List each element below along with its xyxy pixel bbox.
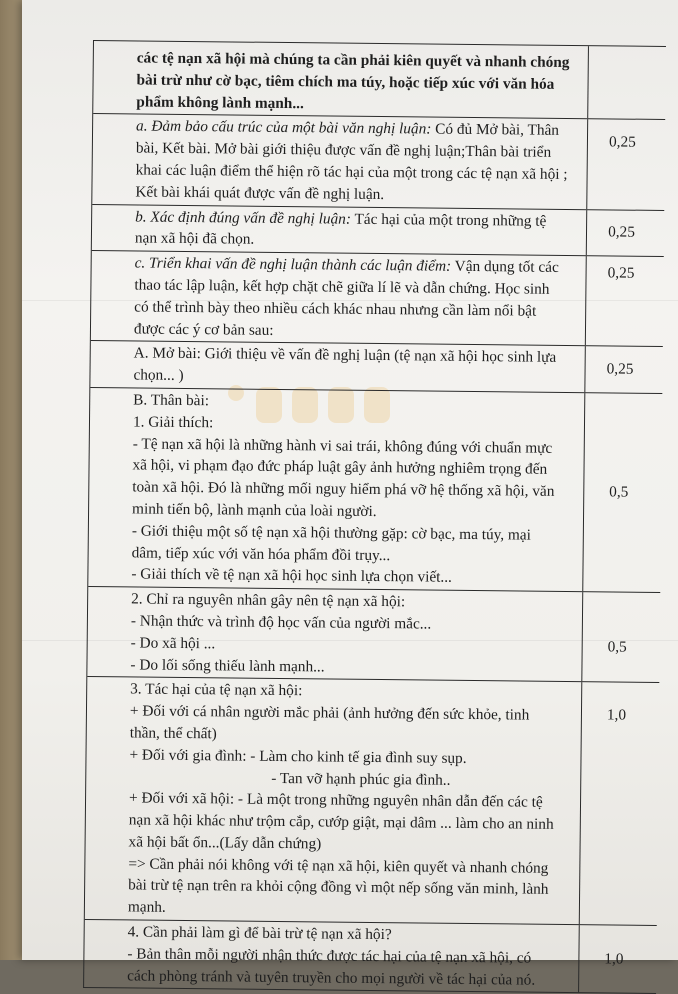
criterion-c-cell (91, 251, 587, 345)
than-bai-cell (88, 388, 585, 591)
mo-bai-cell (90, 341, 585, 392)
intro-cell (93, 41, 589, 119)
content-line: A. Mở bài: Giới thiệu về vấn đề nghị luận (tệ nạn xã hội học sinh lựa (133, 344, 557, 367)
table-row (91, 251, 664, 347)
intro-line: các tệ nạn xã hội mà chúng ta cần phải kiên quyết và nhanh chóng (136, 49, 570, 71)
content-line: nạn xã hội khác như trộm cắp, cướp giật, mại dâm ... làm cho an ninh (128, 811, 554, 833)
table-row (92, 205, 664, 258)
content-line: xã hội, vi phạm đạo đức pháp luật gây ảnh hưởng nghiêm trọng đến (132, 456, 548, 479)
score-cell: 0,5 (609, 483, 629, 501)
criterion-label: b. Xác định đúng vấn đề nghị luận: (135, 208, 352, 228)
score-cell (588, 46, 666, 119)
criterion-text: nạn xã hội đã chọn. (134, 229, 255, 249)
score-cell: 1,0 (604, 950, 624, 968)
content-line: - Tệ nạn xã hội là những hành vi sai trái, không đúng với chuẩn mực (132, 434, 553, 457)
content-line: + Đối với gia đình: - Làm cho kinh tế gia đình suy sụp. (129, 746, 467, 767)
content-line: 4. Cần phải làm gì để bài trừ tệ nạn xã hội? (127, 923, 392, 944)
content-line: bài trừ tệ nạn trên ra khỏi cộng đồng vì một nếp sống văn minh, lành (128, 876, 549, 899)
answer-table (83, 40, 666, 994)
content-line: - Giới thiệu một số tệ nạn xã hội thường gặp: cờ bạc, ma túy, mại (131, 522, 531, 544)
criterion-text: được các ý cơ bản sau: (133, 320, 274, 339)
criterion-a-cell (92, 114, 588, 208)
intro-line: phẩm không lành mạnh... (136, 93, 304, 112)
content-line: chọn... ) (133, 366, 184, 385)
table-row (92, 114, 665, 210)
content-line: + Đối với xã hội: - Là một trong những nguyên nhân dẫn đến các tệ (128, 789, 543, 812)
content-line: xã hội bất ổn...(Lấy dẫn chứng) (128, 833, 322, 853)
content-line: - Giải thích về tệ nạn xã hội học sinh lựa chọn viết... (131, 565, 453, 587)
score-cell: 1,0 (606, 706, 627, 724)
table-row (87, 587, 660, 683)
criterion-text: Có đủ Mở bài, Thân (431, 120, 560, 140)
score-cell: 0,25 (608, 133, 636, 152)
content-line: dâm, tiếp xúc với văn hóa phẩm đồi trụy... (131, 543, 391, 564)
criterion-label: a. Đảm bảo cấu trúc của một bài văn nghị luận: (136, 117, 432, 138)
content-line: - Nhận thức và trình độ học vấn của người mắc... (130, 612, 432, 633)
tac-hai-cell (85, 677, 583, 924)
table-row-intro (93, 41, 666, 120)
content-line: toàn xã hội. Đó là những mối nguy hiểm phá vỡ hệ thống xã hội, văn (132, 478, 555, 500)
content-line: cách phòng tránh và tuyên truyền cho mọi người về tác hại của nó. (127, 967, 536, 989)
nguyen-nhan-cell (87, 587, 583, 681)
content-line: mạnh. (127, 898, 166, 917)
content-line: + Đối với cá nhân người mắc phải (ảnh hưởng đến sức khỏe, tinh (129, 702, 530, 724)
content-line: - Tan vỡ hạnh phúc gia đình.. (271, 769, 451, 789)
criterion-text: bài, Kết bài. Mở bài giới thiệu được vấn đề nghị luận;Thân bài triển (135, 139, 552, 161)
table-row (85, 677, 660, 926)
content-line: => Cần phải nói không với tệ nạn xã hội, kiên quyết và nhanh chóng (128, 855, 549, 877)
content-line: - Do lối sống thiếu lành mạnh... (130, 655, 325, 675)
table-row (84, 920, 657, 993)
content-line: - Bản thân mỗi người nhận thức được tác hại của tệ nạn xã hội, có (127, 945, 532, 967)
score-cell: 0,25 (608, 223, 635, 242)
bai-tru-cell (84, 920, 580, 993)
intro-line: bài trừ như cờ bạc, tiêm chích ma túy, hoặc tiếp xúc với văn hóa (136, 71, 555, 93)
criterion-text: Tác hại của một trong những tệ (350, 210, 547, 230)
criterion-text: khai các luận điểm thể hiện rõ tác hại của một trong các tệ nạn xã hội ; (135, 161, 568, 183)
criterion-text: Vận dụng tốt các (451, 257, 559, 277)
content-line: 1. Giải thích: (132, 413, 214, 432)
criterion-text: có thể trình bày theo nhiều cách khác nhau nhưng cần làm nổi bật (134, 298, 537, 320)
content-line: B. Thân bài: (133, 391, 210, 410)
table-row (90, 341, 662, 394)
score-cell: 0,25 (607, 264, 635, 282)
content-line: minh tiến bộ, lành mạnh của loài người. (132, 500, 377, 520)
criterion-b-cell (92, 205, 587, 256)
criterion-text: Kết bài khái quát được vấn đề nghị luận. (135, 183, 385, 203)
content-line: - Do xã hội ... (130, 634, 216, 653)
score-cell: 0,25 (606, 360, 634, 378)
content-line: 2. Chỉ ra nguyên nhân gây nên tệ nạn xã hội: (131, 590, 406, 611)
criterion-label: c. Triển khai vấn đề nghị luận thành các luận điểm: (134, 254, 452, 275)
content-line: 3. Tác hại của tệ nạn xã hội: (130, 680, 303, 700)
criterion-text: thao tác lập luận, kết hợp chặt chẽ giữa lí lẽ và dẫn chứng. Học sinh (134, 276, 550, 298)
content-line: thần, thể chất) (129, 724, 217, 743)
table-row (88, 388, 662, 593)
score-cell: 0,5 (607, 638, 627, 656)
